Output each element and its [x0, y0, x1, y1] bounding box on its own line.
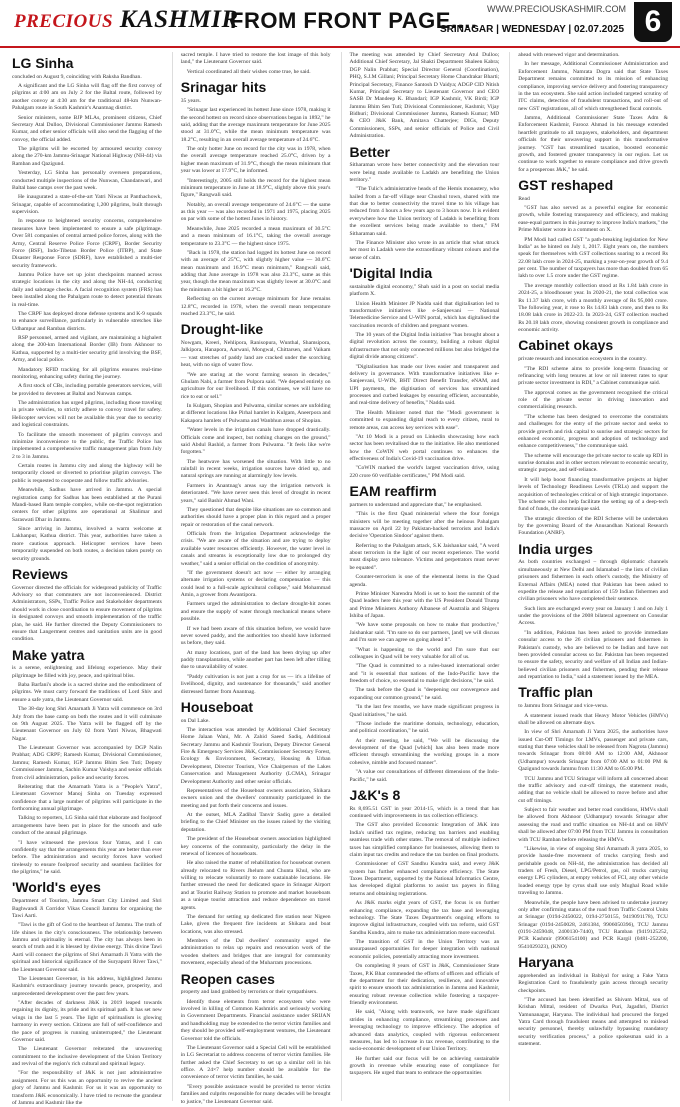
article-paragraph: The Finance Minister also wrote in an article that what struck her most in Ladakh were the extraordinary vibrant colours and the sense of calm.: [349, 239, 500, 261]
article-paragraph: Mandatory RFID tracking for all pilgrims ensures real-time monitoring, enhancing safety during the journey.: [12, 366, 162, 380]
article-paragraph: property and land grabbed by terrorists or their sympathisers.: [180, 989, 318, 996]
article-paragraph: Senior ministers, some BJP MLAs, prominent citizens, Chief Secretary Atal Dulloo, Divisional Commissioner Jammu Ramesh Kumar, and other senior officials will also send the flagging of the convoy, the official added.: [12, 114, 162, 143]
article-paragraph: "The RDI scheme aims to provide long-term financing or refinancing with long tenures at low or nil interest rates to spur private sector investment in RDI," a Cabinet communique said.: [518, 365, 668, 387]
article-paragraph: "After decades of darkness J&K in 2019 leaped towards regaining its dignity, its pride and its spiritual path. It has set new wings in the last 5 years. The light of spiritualism is glowing harmony in every section. Citizens are full of self-confidence and the pace of progress is running uninterrupted," the Lieutenant Governor said.: [12, 1000, 162, 1043]
article-headline: LG Sinha: [12, 55, 74, 71]
article-paragraph: partners to understand and appreciate that," he emphasised.: [349, 501, 483, 508]
article-paragraph: apprehended an individual in Babiyal for using a Fake Yatra Registration Card to fraudulently gain access through security checkpoints.: [518, 972, 668, 994]
brand-kashmir: KASHMIR: [119, 6, 239, 33]
article-paragraph: The transition of GST in the Union Territory was an unsurpassed opportunities for deeper integration with national economic policies, potentially attracting more investment.: [349, 939, 500, 960]
article-paragraph: They questioned that despite like situations are so common and authorities should have a proper plan in this regard and a proper repair or restoration of the canal network.: [180, 506, 331, 528]
article-paragraph: The CRPF has deployed drone defense systems and K-9 squads to enhance surveillance, particularly in vulnerable stretches like Udhampur and Ramban districts.: [12, 310, 162, 332]
article-paragraph: "Likewise, in view of ongoing Shri Amarnath Ji yatra 2025, to provide hassle-free movement of trucks carrying fresh and perishable goods on NH-44, the administration has decided all traders of Fresh, Diesel, LPG/Petrol, gas, oil trucks carrying energy LPG cylinders, at empty vehicles of FCI, any other vehicle loaded energy type by cyrus shall use only Mughal Road while traveling to Jammu.: [518, 845, 668, 897]
article-paragraph: "Tawi is the gift of God to the heartbeat of Jammu. The truth of life shines in the city's consciousness. The relationship between Jammu and spirituality is eternal. The city has always been in search of truth and it is blessed by divine energy. This divine Tawi Aarti will connect the pilgrims of Shri Amarnath Ji Yatra with the spiritual and historical significance of the Suryaputri River Tawi," the Lieutenant Governor said.: [12, 922, 162, 973]
article-paragraph: RSP personnel, armed and vigilant, are maintaining a highalert along the 200-km International Border (IB) from Akhnoor to Kathua, supported by a multi-tier security grid involving the BSF, Army, and local police.: [12, 335, 162, 364]
article-paragraph: "Those include the maritime domain, technology, education, and political coordination," he said.: [349, 720, 500, 735]
article-paragraph: Members of the Dal dwellers' community urged the administration to relax up repairs and renovation work of the wooden shelters and bridges that are integral for community movement, especially ahead of the Muharram processions.: [180, 938, 331, 967]
article: [518, 685, 668, 951]
article-paragraph: The interaction was attended by Additional Chief Secretary Home Jalaan Wani, Mr. A Zahid Saeed Sadiq, Additional Secretary Jammu and Kashmir Tourism, Deputy Director General Fire & Emergency Services J&K, Commissioner Secretary Forest, Ecology & Environment, Secretary, Housing & Urban Development, Director Tourism, Vice Chairperson of the Lakes Conservation and Management Authority (LCMA), Srinagar Development Authority and other senior officials.: [180, 726, 331, 785]
article-paragraph: Meanwhile, the people have been advised to undertake journey only after confirming status of the road from Traffic Control Units at Srinagar (0194-2450022, 0194-2750155, 9419091178), TCU Srinagar (0194-2450028, 2461384, 9906050396), TCU Jammu (0191-2459048, 2400130-7440), TCU Ramban (9419125252, PCR Kashmir (9906154100) and PCR Kargil (0481-252200, 9541029323), (KNO): [518, 899, 668, 950]
article-paragraph: Talking to reporters, LG Sinha said that elaborate and foolproof arrangements have been put in place for the smooth and safe conduct of the annual pilgrimage.: [12, 815, 162, 837]
article-paragraph: The GST also provided Economic Integration of J&K into India's unified tax regime, reducing tax barriers and enabling seamless trade with other states. The removal of multiple indirect taxes has simplified compliance for businesses, allowing them to claim input tax credits and reduce the tax burden on final products.: [349, 822, 500, 858]
article-paragraph: concluded on August 9, coinciding with Raksha Bandhan.: [12, 73, 142, 80]
article-paragraph: The Lieutenant Governor reiterated the unwavering commitment to the inclusive development of the Union Territory and revival of the region's rich cultural and spiritual legacy.: [12, 1046, 162, 1067]
article-paragraph: Prime Minister Narendra Modi is set to host the summit of the Quad leaders here this year with the US President Donald Trump and Prime Ministers Anthony Albanese of Australia and Shigeru Ishiba of Japan.: [349, 590, 500, 620]
newspaper-logo[interactable]: [14, 6, 239, 34]
article-paragraph: The meeting was attended by Chief Secretary Atul Dulloo; Additional Chief Secretary, Jal Shakti Department Shaleen Kabra; DGP Nalin Prabhat; Special Director General (Coordination), PHQ, S.J.M Gillani; Principal Secretary Home Chandrakar Bharti; Principal Secretary, Finance Santosh D Vaidya; ADGP CID Nitish Kumar, Principal Secretary to Lieutenant Governor and CEO SASB Dr Mandeep K. Bhandari; IGP Kashmir, VK Birdi; IGP Jammu Bhim Sen Tuti; Divisional Commissioner, Kashmir, Vijay Bidhuri; Divisional Commissioner Jammu, Ramesh Kumar; MD & CEO J&K Bank, Amitava Chatterjee; DIGs, Deputy Commissioners, SSPs, and senior officials of Police and Civil Administration.: [349, 52, 500, 140]
article-paragraph: Since arriving in Jammu, involved a warm welcome at Lakhanpur, Kathua district. This year, authorities have taken a more cautious approach. Helicopter services have been temporarily suspended on both routes, a decision taken purely on security grounds.: [12, 526, 162, 562]
article-paragraph: Commissioner of GST Sandhu Kundra said, and every J&K system has further enhanced compliance efficiency. The State Taxes Department, supported by the National Informatics Centre, has developed digital platforms to assist tax payers in filing returns and obtaining registrations.: [349, 861, 500, 897]
article-paragraph: The administration has urged pilgrims, including those traveling in private vehicles, to strictly adhere to convoy travel for safety. Helicopter services will not be available this year due to security and logistical constraints.: [12, 400, 162, 429]
article-paragraph: In view of Shri Amarnath Ji Yatra 2025, the authorities have issued Cut-Off Timings for LMVs, passenger and private cars, stating that these vehicles shall be released from Nagrota (Jammu) towards Srinagar from 08:00 AM to 12:00 AM, Akhnoor (Udhampur) towards Srinagar from 07:00 AM to 01:00 PM & Qazigund towards Jammu from 11:30 AM to 05:00 PM.: [518, 729, 668, 773]
article-paragraph: In Kulgam, Shopian and Pulwama, similar scenes are unfolding at different locations like Pirhal hamlet in Kulgam, Aneerpora and Kakapora hamlets of Pulwama and Wanbhun areas of Shopian.: [180, 403, 331, 424]
article-paragraph: The approval comes as the government recognised the critical role of the private sector in driving innovation and commercialising research.: [518, 389, 668, 411]
article-paragraph: Meanwhile, Sadhus have arrived in Jammu. A special registration camp for Sadhus has been established at the Purani Mandi-based Ram temple complex, while on-the-spot registration centers for other pilgrims are operational at Shalimar and Saraswati Dhar in Jammu.: [12, 487, 162, 523]
article-paragraph: On completing 8 years of GST in J&K, Commissioner State Taxes, P.K Bhat commended the efforts of officers and officials of the department for their dedication, resilience, and innovative spirit to ensure smooth tax administration in Jammu and Kashmir, ensuring robust revenue collection while fostering a taxpayer-friendly environment.: [349, 963, 500, 1006]
page-number-badge: 6: [634, 2, 672, 42]
article: [350, 484, 500, 784]
article-paragraph: As J&K marks eight years of GST, the focus is on further enhancing compliance, expanding the tax base and leveraging technology. The State Taxes Department's ongoing efforts to improve digital infrastructure, coupled with tax reform, said GST Sandhu Kundra, aim to make tax administration more successful.: [349, 900, 500, 936]
article-paragraph: to Jammu from Srinagar and vice-versa.: [518, 703, 609, 710]
article-paragraph: "Every possible assistance would be provided to terror victim families and culprits responsible for many decades will be brought to justice," the Lieutenant Governor said.: [180, 1083, 331, 1105]
article-paragraph: The pilgrims will be escorted by armoured security convoy along the 270-km Jammu-Srinagar National Highway (NH-44) via Ramban and Qazigund.: [12, 146, 162, 167]
article-paragraph: The demand for setting up dedicated fire station near Nigeen Lake, given the frequent fire incidents at Shikara and boat locations, was also stressed.: [180, 913, 331, 935]
article-paragraph: Certain routes in Jammu city and along the highway will be temporarily closed or diverted to prioritise pilgrim convoys. The public is requested to cooperate and follow traffic advisories.: [12, 463, 162, 484]
article-paragraph: The 10 years of the Digital India initiative "has brought about a digital revolution across the country, building a robust digital infrastructure that not only connected millions but also bridged the digital divide among citizens".: [349, 332, 500, 361]
article-paragraph: Jammu, Additional Commissioner State Taxes Adm & Enforcement Kashmir, Farooz Ahmad in his message extended heartfelt gratitude to all taxpayers, stakeholders, and department officials for their unwavering support in this transformative journey. "GST has streamlined taxation, boosted economic growth, and fostered greater transparency in our region. Let us continue to work together to ensure compliance and drive growth for a prosperous J&K," he said.: [518, 115, 668, 173]
article: [518, 338, 668, 537]
article-paragraph: "The accused has been identified as Shivam Mittal, son of Krishan Mittal, resident of Dwarka Puri, Jagadhri, District Yamunanagar, Haryana. The individual had procured the forged Yatra Card through fraudulent means and attempted to mislead security personnel, thereby unlawfully bypassing mandatory security verification process," a police spokesman said in a statement.: [518, 996, 668, 1048]
article-headline: EAM reaffirm: [349, 483, 437, 500]
article-paragraph: Meanwhile, June 2025 recorded a mean maximum of 30.5°C and a mean minimum of 16.1°C, taking the overall average temperature to 23.3°C — the highest since 1975.: [180, 225, 331, 247]
article-paragraph: Subject to fair weather and better road conditions, HMVs shall be allowed from Akhnoor (Udhampur) towards Srinagar after assessing the road and traffic situation on NH-44 and on HMV shall be allowed after 07:00 PM from TCU Jammu in consultation with TCU Ramban before releasing the HMVs.: [518, 807, 668, 843]
article-paragraph: A statement issued reads that Heavy Motor Vehicles (HMVs) shall be allowed on alternate days.: [518, 712, 668, 726]
article-paragraph: Officials from the Irrigation Department acknowledge the crisis. "We are aware of the situation and are trying to deploy available water resources efficiently. However, the water level in canals and streams is exceptionally low due to prolonged dry weather," said a senior official on the condition of anonymity.: [180, 531, 331, 567]
article-paragraph: The president of the Houseboat owners association highlighted key concerns of the community, particularly the delay in the renewal of licences of houseboats.: [180, 836, 331, 857]
article: [518, 542, 668, 682]
article-paragraph: "The Tulic's administrative heads of the Hemis monastery, who hailed from a far-off village near Chushul town, shared with me that due to better connectivity the travel time to his village has reduced from 4 hours a few years ago to 3 hours now. It is evident everywhere how the Union territory of Ladakh is benefiting from the excellent services being made available to them," FM Sitharaman said.: [349, 186, 500, 237]
article: [181, 972, 331, 1106]
article: [181, 52, 331, 76]
article-headline: Reopen cases: [180, 970, 275, 987]
article-paragraph: 35 years.: [180, 97, 201, 104]
article-paragraph: "In the last few months, we have made significant progress in Quad initiatives," he said.: [349, 704, 500, 718]
article-paragraph: To facilitate the smooth movement of pilgrim convoys and minimize inconvenience to the public, the Traffic Police has implemented a comprehensive traffic management plan from July 2 to 3 in Jammu.: [12, 431, 162, 460]
article-paragraph: "The Quad is committed to a rules-based international order and "it is essential that nations of the Indo-Pacific have the freedom of choice, so essential to make right decisions," he said.: [349, 663, 500, 685]
article-paragraph: Yesterday, LG Sinha has personally overseen preparations, conducted multiple inspections of the Nunwan, Chandanwari, and Baltal base camps over the past week.: [12, 170, 162, 191]
article-paragraph: "Water levels in the irrigation canals have dropped drastically. Officials come and inspect, but nothing changes on the ground," said Abdul Rashid, a farmer from Pulwama. "It feels like we're forgotten.": [180, 427, 331, 456]
article-paragraph: Sitharaman wrote how better connectivity and the elevation tour were being made available to Ladakh are benefiting the Union territory.": [349, 162, 500, 183]
article-headline: Traffic plan: [518, 684, 593, 701]
article-paragraph: "This is the first Quad ministerial where the four foreign ministers will be meeting together after the heinous Pahalgam massacre on April 22 by Pakistan-backed terrorists and India's decisive 'Operation Sindoor' against them.: [349, 511, 500, 540]
article-paragraph: The scheme will encourage the private sector to scale up RDI in sunrise domains and in other sectors relevant to economic security, strategic purpose, and self-reliance.: [518, 452, 668, 474]
article-paragraph: sacred temple. I have tried to restore the lost image of this holy land," the Lieutenant Governor said.: [180, 52, 331, 66]
article-paragraph: The average monthly collection stood at Rs 1.84 lakh crore in 2024-25, a bloodhouser year. In 2020-21, the total collection was Rs 11.37 lakh crore, with a monthly average of Rs 95,000 crore. The following year, it rose to Rs 14.83 lakh crore, and then to Rs 18.08 lakh crore in 2022-23. In 2023-24, GST collection reached Rs 20.18 lakh crore, showing consistent growth in compliance and economic activity.: [518, 282, 668, 334]
brand-precious: PRECIOUS: [14, 11, 114, 32]
article-headline: India urges: [518, 540, 593, 557]
article-headline: Houseboat: [180, 698, 254, 715]
article-paragraph: private research and innovation ecosystem in the country.: [518, 356, 647, 363]
article: [12, 880, 162, 1107]
article-paragraph: In her message, Additional Commissioner Administration and Enforcement Jammu, Namrata Dogra said that State Taxes Department remains committed to its mission of enhancing compliance, improving service delivery and fostering transparency in the tax ecosystem. She said action included targeted scrutiny of ITC claims, detection of fraudulent transactions, and roll-out of new GST registrations, all of which strengthened fiscal controls.: [518, 61, 668, 112]
article-headline: Haryana: [518, 954, 574, 971]
dateline: SRINAGAR | WEDNESDAY | 02.07.2025: [440, 24, 624, 35]
column-4: [509, 52, 668, 1101]
article-headline: Reviews: [12, 565, 69, 582]
article-paragraph: PM Modi had called GST "a path-breaking legislation for New India" as he hinted on July 1, 2017. Eight years on, the numbers speak for themselves with GST collections soaring to a record Rs 22.08 lakh crore in 2024-25, marking a year-on-year growth of 9.4 per cent. The number of taxpayers has more than doubled from 65 lakh to over 1.5 crore under the GST regime.: [518, 236, 668, 280]
article-paragraph: "In addition, Pakistan has been asked to provide immediate consular access to the 26 civilian prisoners and fishermen in Pakistan's custody, who are believed to be Indian and have not been provided consular access so far. Pakistan has been requested to ensure the safety, security and welfare of all Indian and Indian-believed civilian prisoners and fishermen, pending their release and repatriation to India," said a statement issued by the MEA.: [518, 629, 668, 681]
article-paragraph: Reflecting on the current average minimum for June remains 12.8°C, recorded in 1978, when the overall mean temperature reached 23.3°C, he said.: [180, 296, 331, 317]
section-title: FROM FRONT PAGE....: [230, 8, 478, 33]
article-headline: J&K's 8: [349, 786, 401, 803]
article: [181, 80, 331, 318]
article-paragraph: is a serene, enlightening and lifelong experience. May their pilgrimage be filled with joy, peace, and spiritual bliss.: [12, 665, 162, 679]
article-paragraph: Jammu Police have set up joint checkpoints manned across strategic locations in the city and along the NH-44, conducting daily and sabotage checks. A facial recognition system (FRS) has been installed along the Pahalgam route to detect potential threats in real-time.: [12, 272, 162, 308]
article-paragraph: The Lieutenant Governor, in his address, highlighted Jammu Kashmir's extraordinary journey towards peace, prosperity, and unprecedented development over the past few years.: [12, 975, 162, 997]
article: [518, 955, 668, 1048]
article-paragraph: In response to heightened security concerns, comprehensive measures have been implemented to ensure a safe pilgrimage. Over 581 companies of central armed police forces, along with the Army, Central Reserve Police Force (CRPF), Border Security Force (BSF), Indo-Tibetan Border Police (ITBP), and State Disaster Response Force (SDRF), have established a multi-tier security framework.: [12, 218, 162, 269]
website-link[interactable]: WWW.PRECIOUSKASHMIR.COM: [487, 4, 626, 14]
article-headline: Drought-like: [180, 321, 264, 338]
article-paragraph: Referring to the Pahalgam attack, S.K Jaishankar said, "A word about terrorism in the light of our recent experience. The world must display zero tolerance. Victims and perpetrators must never be equated".: [349, 542, 500, 571]
article-paragraph: If we had been aware of this situation before, we would have never sowed paddy, and the authorities too should have informed us before, they said.: [180, 625, 331, 647]
article-paragraph: "Paddy cultivation is not just a crop for us — it's a lifeline of livelihood, dignity, and sustenance for thousands," said another distressed farmer from Anantnag.: [180, 673, 331, 695]
article: [350, 52, 500, 141]
article-paragraph: sustainable digital economy," Shah said in a post on social media platform X.: [349, 283, 500, 298]
article-paragraph: Union Health Minister JP Nadda said that digitalisation led to transformative initiatives like e-Sanjeevani — National Telemedicine Service and U-WIN portal, which has digitalised the vaccination records of children and pregnant women.: [349, 300, 500, 329]
article-paragraph: "For the responsibility of J&K is not just administrative assignment. For us this was an opportunity to revive the ancient glory of Jammu and Kashmir. For us it was an opportunity to transform J&K economically. I have tried to recreate the grandeur of Jammu and Kashmir like the: [12, 1070, 162, 1106]
article-paragraph: Governor directed the officials for widespread publicity of Traffic Advisory so that commuters are not inconvenienced. District Administrators, SSPs, Traffic Police and Stakeholder departments should work in close coordination to ensure movement of pilgrims in designated convoys and smooth implementation of the traffic plan, he said. He further directed the Deputy Commissioners to ensure that Langerment centres and sanitation units are in good condition.: [12, 584, 162, 643]
article: [12, 648, 162, 877]
article-paragraph: Read: [518, 195, 530, 202]
article-paragraph: A first stock of CBs, including portable generators services, will be provided to devotees at Baltal and Nunwan camps.: [12, 383, 162, 397]
article: [12, 567, 162, 644]
article: [350, 145, 500, 263]
article-paragraph: Reiterating that the Amarnath Yatra is a "People's Yatra", Lieutenant Governor Manoj Sinha on Tuesday expressed confidence that a large number of pilgrims will participate in the forthcoming annual pilgrimage.: [12, 783, 162, 813]
article-paragraph: He said, "Along with teamwork, we have made significant strides in enhancing compliance, streamlining processes and leveraging technology to improve efficiency. The adoption of advanced data analytics, coupled with rigorous enforcement measures, has led to increase in tax revenue, contributing to the socio-economic development of our Union Territory.: [349, 1009, 500, 1053]
article-paragraph: "GST has also served as a powerful engine for economic growth, while fostering transparency and efficiency, and making ease-equal partners in this journey to improve India's markets," the Prime Minister wrote in a comment on X.: [518, 205, 668, 234]
article-headline: Cabinet okays: [518, 337, 614, 354]
article: [518, 52, 668, 174]
article-paragraph: "Digitalisation has made our lives easier and transparent and delivery in governance. With transformative initiatives like e-Sanjeevani, U-WIN, BHT Direct Benefit Transfer, eNAM, and UPI payments, the digitisation of services has streamlined processes and curbed leakages by ensuring efficient, accountable, and real-time delivery of benefits," Nadda said.: [349, 363, 500, 407]
article-paragraph: TCU Jammu and TCU Srinagar will inform all concerned about the traffic advisory and cut-off timings, the statement reads, adding that no vehicle shall be allowed to move before and after cut off timings.: [518, 775, 668, 804]
article-paragraph: "If the government doesn't act now — either by arranging alternate irrigation systems or declaring compensation — this could lead to a full-scale agricultural collapse," said Mohammad Amin, a grower from Awantipora.: [180, 569, 331, 598]
article-paragraph: "We have some proposals on how to make that productive," Jaishankar said. "I'm sure so do our partners, [and] we will discuss and I'm sure we can agree on going ahead it".: [349, 622, 500, 644]
article-paragraph: The only hotter June on record for the city was in 1978, when the overall average temperature reached 25.0°C, driven by a higher mean maximum of 31.9°C, though the mean minimum that year was lower at 17.9°C, he informed.: [180, 146, 331, 175]
column-2: [172, 52, 331, 1105]
article-paragraph: ahead with renewed vigor and determination.: [518, 52, 620, 58]
article-headline: 'World's eyes: [12, 879, 101, 896]
article-paragraph: The Lieutenant Governor said a Special Cell will be established in LG Secretariat to address concerns of terror victim families. He further asked the Chief Secretary to set up a similar cell in his office. A 24×7 help number should be available for the convenience of terror victim families, he said.: [180, 1044, 331, 1081]
article-paragraph: At many locations, part of the land has been drying up after paddy transplantation, while another part has been left after tilling due to unavailability of water.: [180, 649, 331, 671]
article-paragraph: At the outset, MLA Zadibal Tanvir Sadiq gave a detailed briefing to the Chief Minister on the issues raised by the visiting deputation.: [180, 812, 331, 833]
column-3: [341, 52, 500, 1101]
article-paragraph: The strategic direction of the RDI Scheme will be undertaken by the governing Board of the Anusandhan National Research Foundation (ANRF).: [518, 515, 668, 537]
article-paragraph: Vertical coordinated all their wishes come true, he said.: [186, 68, 311, 75]
article: [350, 788, 500, 1078]
article-headline: Make yatra: [12, 646, 85, 663]
article: [181, 700, 331, 968]
article: [518, 178, 668, 334]
article-paragraph: "I have witnessed the previous four Yatras, and I can confidently say that the arrangements this year are better than ever before. The administration and security forces have worked tirelessly to ensure foolproof security and seamless facilities for the pilgrims," he said.: [12, 839, 162, 876]
article-paragraph: He further said our focus will be on achieving sustainable growth in revenue while ensuring ease of compliance for taxpayers. He urged that team to embrace the opportunities: [349, 1055, 500, 1077]
article-paragraph: A significant and the LG Sinha will flag off the first convoy of pilgrims at 4:00 am on July 2 for the Baltal route, followed by another convoy at 4:30 am for the traditional 48-km Nunwan-Pahalgam route in South Kashmir's Anantnag district.: [12, 83, 162, 112]
article-paragraph: "CoWIN marked the world's largest vaccination drive, using 220 crore 60 verifiable certificates," PM Modi said.: [349, 465, 500, 479]
article-paragraph: He also raised the matter of rehabilitation for houseboat owners already relocated to Rivers Jhelum and Chunta Khul, who are willing to relocate voluntarily to more sustainable locations. He further stressed the need for dedicated space in Srinagar Airport and at Tourist Railway Station to promote and market houseboats as a unique tourist attraction and reduce dependence on travel agents.: [180, 860, 331, 911]
article-paragraph: The 38-day long Shri Amarnath Ji Yatra will commence on 3rd July from the base camp on both the routes and it will culminate on 9th August 2025. The Yatra will be flagged off by the Lieutenant Governor on July 02 from Yatri Niwas, Bhagwati Nagar.: [12, 706, 162, 742]
article-paragraph: It will help boost financing transformative projects at higher levels of Technology Readiness Levels (TRLs) and support the acquisition of technologies critical or of high strategic importance. The scheme will also help facilitate the setting up of a deep-tech fund of funds, the communique said.: [518, 476, 668, 513]
article-paragraph: Department of Tourism, Jammu Smart City Limited and Shri Baghwandi Ji Corridor Vikas Council Jammu for organising the Tawi Aarti.: [12, 898, 162, 919]
article: [12, 56, 162, 563]
article-paragraph: As both countries exchanged – through diplomatic channels simultaneously at New Delhi and Islamabad – the lists of civilian prisoners and fishermen in each other's custody, the Ministry of External Affairs (MEA) noted that Pakistan has been asked to expedite the release and repatriation of 159 Indian fishermen and civilian prisoners who have completed their sentence.: [518, 559, 668, 603]
article-paragraph: Rs 8,695.51 GST in year 2014-15, which is a trend that has continued with improvements in tax collection efficiency.: [349, 805, 500, 819]
article-paragraph: "Interestingly, 2005 still holds the record for the highest mean minimum temperature in June at 18.9°C, slightly above this year's figure," Rangwali said.: [180, 177, 331, 199]
article-paragraph: on Dal Lake.: [180, 717, 210, 724]
article-paragraph: Farmers in Anantnag's areas say the irrigation network is deteriorated. "We have never seen this level of drought in recent years," said Bashir Ahmad Wani.: [180, 482, 331, 504]
article-paragraph: At their meeting, he said, "We will be discussing the development of the Quad [which] has also been made more efficient through streamlining the working groups in a more cohesive, nimble and focused manner".: [349, 737, 500, 766]
article-paragraph: Notably, an overall average temperature of 24.6°C — the same as this year — was also recorded in 1971 and 1975, placing 2025 on par with some of the hottest Junes in history.: [180, 201, 331, 223]
article-paragraph: Farmers urged the administration to declare drought-hit zones and ensure the supply of water through mechanical means where possible.: [180, 601, 331, 623]
article-paragraph: Counter-terrorism is one of the elemental items in the Quad agenda.: [349, 574, 500, 588]
article-headline: Srinagar hits: [180, 79, 267, 96]
column-1: [12, 52, 162, 1106]
masthead: [0, 0, 680, 48]
article-paragraph: Such lists are exchanged every year on January 1 and on July 1 under the provisions of the 2008 bilateral agreement on Consular Access.: [518, 605, 668, 627]
article: [350, 266, 500, 480]
article-paragraph: "The scheme has been designed to overcome the constraints and challenges for the entry of the private sector and seeks to provide growth and risk capital to sunrise and strategic sectors for enhanced economic, progress and adoption of technology and enhance competitiveness," the communique said.: [518, 413, 668, 450]
article-paragraph: The task before the Quad is "deepening our convergence and expanding our common ground," he said.: [349, 687, 500, 701]
article-paragraph: Representatives of the Houseboat owners association, Shikara owners union and the dwellers' community participated in the meeting and put forth their concerns and issues.: [180, 787, 331, 809]
article-paragraph: "We are staring at the worst farming season in decades," Ghulam Nabi, a farmer from Pulpora said. "We depend entirely on agriculture for our livelihood. If this continues, we will have no rice to eat or sell.": [180, 371, 331, 400]
article-paragraph: "A value our consultations of different dimensions of the Indo-Pacific," he said.: [349, 769, 500, 783]
article-paragraph: The Lieutenant Governor was accompanied by DGP Nalin Prabhat; ADG CRPF; Ramesh Kumar, Divisional Commissioner, Jammu; Ramesh Kumar, IGP Jammu Bhim Sen Tuti; Deputy Commissioner Jammu, Sachin Kumar Vaishya and senior officials from civil administration, police and security forces.: [12, 745, 162, 781]
article-paragraph: The heatwave has worsened the situation. With little to no rainfall in recent weeks, irrigation sources have dried up, and natural springs are running at alarmingly low levels.: [180, 458, 331, 480]
article-paragraph: He inaugurated a state-of-the-art Yatri Niwas at Panthachowk, Srinagar, capable of accommodating 1,200 pilgrims, built through supervision.: [12, 194, 162, 216]
article-paragraph: "Back in 1978, the station had logged its hottest June on record with an average of 25°C, with slightly higher value — 30.6°C mean maximum and 16.9°C mean minimum," Rangwali said, adding that June average in 1978 was also 23.3°C, same as this year, though the mean maximum was slightly lower at 30.0°C and the minimum a bit higher at 16.2°C.: [180, 249, 331, 293]
article-headline: GST reshaped: [518, 177, 614, 193]
article: [181, 322, 331, 696]
article-paragraph: The Health Minister noted that the "Modi government is committed to expanding digital reach to every citizen, rural to remote areas, can access key services with ease".: [349, 409, 500, 431]
article-paragraph: "What is happening to the world and I'm sure that our colleagues in Quad will be very valuable for all of us.: [349, 646, 500, 660]
article-columns: [12, 52, 668, 1106]
article-headline: Better: [349, 143, 390, 160]
article-paragraph: "Srinagar last experienced its hottest June since 1978, making it the second hottest on record since observations began in 1892," he said, adding that the average maximum temperature for June 2025 stood at 31.0°C, while the mean minimum temperature was 18.2°C, resulting in an overall average temperature of 24.6°C.: [180, 107, 331, 143]
article-paragraph: Nowgam, Kreeri, Nehlipora, Ranisopura, Wunthal, Shamsipora, Jalkipora, Hanapora, Aarwani, Mongwal, Chittarsen, and Vaikam — vast stretches of paddy land are cracked under the scorching heat, with no sign of water flow.: [180, 340, 331, 369]
article-headline: 'Digital India: [349, 265, 433, 282]
article-paragraph: "At 10 Modi is a proud on Linkedin showcasing how each sector has been revitalised due to the initiative. He also mentioned how the CoWIN web portal continues to enhances the effectiveness of India's Covid-19 vaccination drive.: [349, 433, 500, 462]
article-paragraph: Baba Barfani's abode is a sacred shrine and the embodiment of pilgrims. We must carry forward the traditions of Lord Shiv and ensure a safe yatra, the Lieutenant Governor said.: [12, 682, 162, 703]
article-paragraph: Identify those elements from terror ecosystem who were involved in killing of Common Kashmiris and seriously working in Government Departments. Financial assistance under SRIJAN and handholding may be extended to the terror victim families and they should be provided self-employment ventures, the Lieutenant Governor told the officials.: [180, 998, 331, 1042]
